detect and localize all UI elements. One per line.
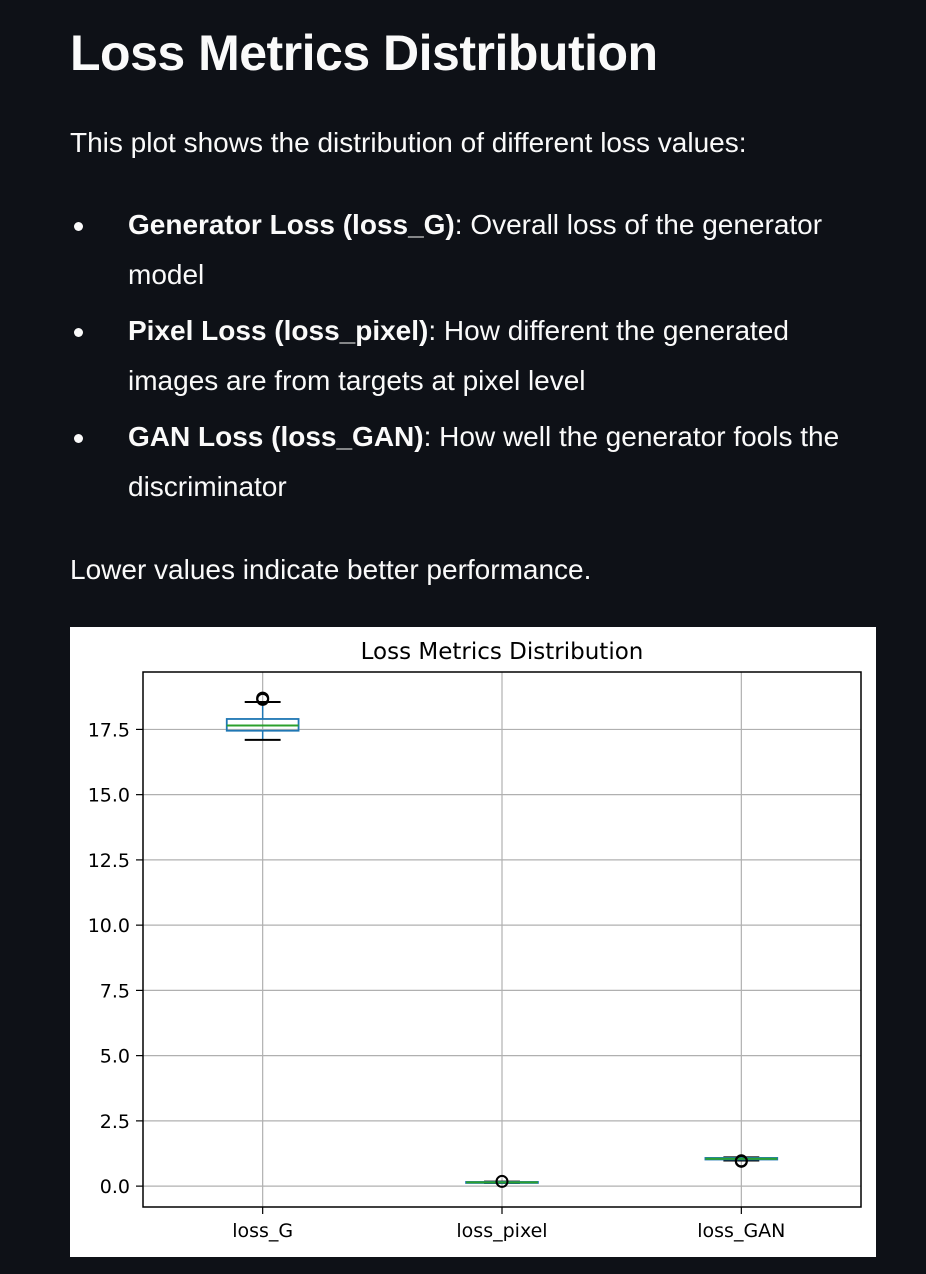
chart-title: Loss Metrics Distribution [360,639,644,665]
list-item-term: GAN Loss (loss_GAN) [128,421,424,452]
y-tick-label: 7.5 [99,980,130,1003]
list-item [70,200,860,300]
grid-lines [143,672,861,1207]
axis-ticks [88,719,786,1242]
performance-note: Lower values indicate better performance. [70,554,592,585]
list-item-text: : How different the generated images are from targets at pixel level [128,315,789,396]
y-tick-label: 17.5 [87,719,130,742]
box-plot-figure [70,627,876,1257]
y-tick-label: 0.0 [99,1176,130,1199]
page-title: Loss Metrics Distribution [70,25,658,81]
intro-text: This plot shows the distribution of different loss values: [70,127,747,158]
y-tick-label: 15.0 [87,784,130,807]
list-item-term: Pixel Loss (loss_pixel) [128,315,429,346]
box-plot-chart [70,627,876,1257]
x-tick-label: loss_pixel [456,1220,548,1242]
x-tick-label: loss_GAN [697,1220,786,1242]
list-item-term: Generator Loss (loss_G) [128,209,455,240]
list-item-text: : How well the generator fools the discriminator [128,421,840,502]
bullet-dot-icon [74,328,83,337]
y-tick-label: 10.0 [87,915,130,938]
list-item [70,306,860,406]
list-item-text: : Overall loss of the generator model [128,209,823,290]
x-tick-label: loss_G [232,1220,294,1242]
bullet-dot-icon [74,222,83,231]
bullet-dot-icon [74,434,83,443]
loss-descriptions-list [70,200,860,518]
y-tick-label: 2.5 [99,1110,130,1133]
y-tick-label: 12.5 [87,849,130,872]
y-tick-label: 5.0 [99,1045,130,1068]
list-item [70,412,860,512]
